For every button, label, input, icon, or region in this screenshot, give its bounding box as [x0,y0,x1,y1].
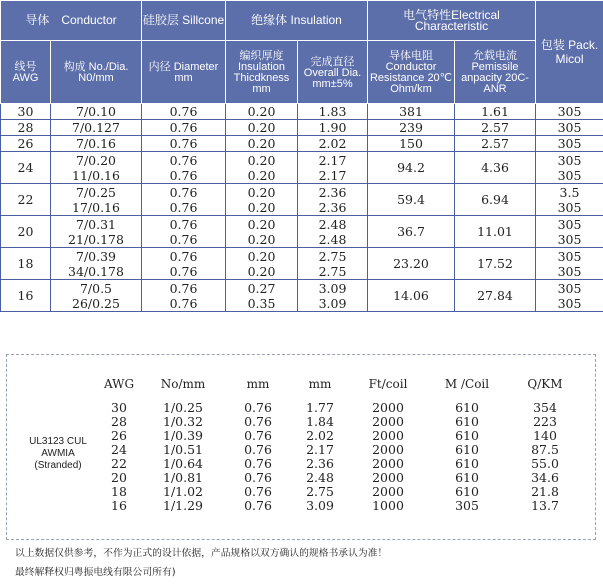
ul-cell: 140 [533,428,557,443]
spec-cell-line: 305 [557,104,582,119]
copyright-note: 最终解释权归粤振电线有限公司所有) [15,567,176,578]
spec-cell-line: 7/0.10 [76,104,116,119]
ul-row [99,429,581,443]
ul-cell: 34.6 [531,470,559,485]
spec-cell-resistance: 94.2 [368,152,455,184]
ul-cell: 21.8 [531,484,559,499]
spec-cell-line: 0.20 [247,104,276,119]
spec-cell-line: 0.76 [169,153,198,168]
spec-cell-ampacity: 17.52 [455,248,536,280]
spec-cell-awg: 30 [1,104,51,120]
ul-table-body [99,395,581,513]
ul-cell: 0.76 [244,442,272,457]
ul-cell: 354 [533,400,557,415]
spec-cell-ampacity: 6.94 [455,184,536,216]
ul-cell: 16 [111,498,127,513]
ul-label-text: UL3123 CUL AWMIA (Stranded) [29,436,87,471]
spec-cell-line: 305 [557,232,582,247]
spec-cell-overall [298,152,368,184]
spec-cell-line: 0.76 [169,104,198,119]
spec-cell-line: 305 [557,264,582,279]
ul-cell: 0.76 [244,456,272,471]
ul-header-cell: Ft/coil [368,377,408,391]
ul-cell: 28 [111,414,127,429]
spec-cell-construction [51,248,142,280]
spec-cell-line: 2.36 [318,200,347,215]
ul-cell: 0.76 [244,428,272,443]
spec-cell-diameter [142,152,226,184]
spec-cell-line: 0.35 [247,296,276,311]
ul-cell: 24 [111,442,127,457]
spec-cell-resistance: 239 [368,120,455,136]
ul-cell: 0.76 [244,498,272,513]
spec-cell-overall [298,120,368,136]
spec-row [1,280,603,312]
spec-row [1,248,603,280]
ul-cell: 2.48 [306,470,334,485]
spec-row [1,216,603,248]
ul-cell: 2.36 [306,456,334,471]
spec-cell-diameter [142,120,226,136]
ul-cell: 305 [455,498,479,513]
spec-cell-line: 2.17 [318,153,347,168]
spec-cell-line: 0.20 [247,168,276,183]
ul-cell: 2.17 [306,442,334,457]
disclaimer-note: 以上数据仅供参考，不作为正式的设计依据，产品规格以双方确认的规格书承认为准！ [15,548,388,559]
spec-cell-line: 305 [557,200,582,215]
spec-cell-line: 2.17 [318,168,347,183]
spec-cell-awg: 26 [1,136,51,152]
spec-cell-thickness [226,216,298,248]
spec-cell-line: 0.20 [247,232,276,247]
ampacity-header: 允载电流 Pemissile anpacity 20C-ANR [455,41,536,104]
spec-cell-construction [51,216,142,248]
spec-cell-line: 26/0.25 [72,296,120,311]
overall-diameter-header: 完成直径 Overall Dia. mm±5% [298,41,368,104]
spec-cell-line: 2.36 [318,185,347,200]
ul-cell: 18 [111,484,127,499]
thickness-header: 编织厚度 Insulation Thicdkness mm [226,41,298,104]
ul-cell: 610 [455,442,479,457]
spec-cell-diameter [142,216,226,248]
spec-cell-construction [51,280,142,312]
ul-cell: 26 [111,428,127,443]
spec-cell-overall [298,136,368,152]
spec-cell-line: 2.75 [318,249,347,264]
ul-header-cell: mm [308,377,332,391]
ul-cell: 0.76 [244,400,272,415]
ul-cell: 2000 [372,456,404,471]
spec-row [1,136,603,152]
spec-cell-thickness [226,152,298,184]
spec-cell-line: 0.27 [247,281,276,296]
spec-cell-resistance: 381 [368,104,455,120]
ul-cell: 30 [111,400,127,415]
spec-cell-line: 0.20 [247,120,276,135]
spec-cell-line: 0.76 [169,249,198,264]
spec-cell-ampacity: 2.57 [455,136,536,152]
spec-cell-line: 11/0.16 [72,168,120,183]
spec-cell-thickness [226,104,298,120]
ul-row [99,395,581,415]
ul-spec-panel [6,354,596,540]
silicone-group-header: 硅胶层 Sillcone [142,1,226,41]
spec-cell-line: 7/0.31 [76,217,116,232]
ul-row [99,499,581,513]
ul-cell: 2000 [372,442,404,457]
ul-cell: 13.7 [531,498,559,513]
ul-cell: 1/0.32 [163,414,203,429]
spec-cell-line: 7/0.20 [76,153,116,168]
spec-cell-line: 0.76 [169,185,198,200]
spec-cell-overall [298,248,368,280]
ul-cell: 2.75 [306,484,334,499]
spec-cell-resistance: 14.06 [368,280,455,312]
ul-cell: 610 [455,456,479,471]
spec-cell-line: 3.09 [318,296,347,311]
ul-cell: 87.5 [531,442,559,457]
ul-cell: 2.02 [306,428,334,443]
spec-row [1,120,603,136]
ul-header-cell: mm [246,377,270,391]
spec-cell-line: 0.20 [247,153,276,168]
spec-cell-pack [536,216,603,248]
spec-cell-pack [536,136,603,152]
spec-cell-awg: 20 [1,216,51,248]
ul-cell: 1.77 [306,400,334,415]
spec-cell-diameter [142,136,226,152]
spec-cell-pack [536,184,603,216]
spec-cell-line: 7/0.39 [76,249,116,264]
spec-cell-line: 0.20 [247,249,276,264]
ul-row [99,457,581,471]
spec-cell-line: 305 [557,168,582,183]
ul-header-cell: M /Coil [444,377,490,391]
ul-cell: 22 [111,456,127,471]
spec-cell-line: 17/0.16 [72,200,120,215]
spec-cell-line: 0.20 [247,200,276,215]
ul-cell: 223 [533,414,557,429]
ul-header-row [99,373,581,395]
spec-cell-pack [536,280,603,312]
spec-cell-line: 1.83 [318,104,347,119]
ul-row [99,415,581,429]
spec-cell-line: 2.02 [318,136,347,151]
spec-cell-line: 0.76 [169,136,198,151]
spec-cell-line: 0.76 [169,264,198,279]
spec-cell-line: 3.5 [559,185,580,200]
spec-cell-line: 0.20 [247,185,276,200]
spec-cell-line: 0.76 [169,232,198,247]
spec-cell-awg: 22 [1,184,51,216]
spec-cell-construction [51,184,142,216]
spec-cell-thickness [226,184,298,216]
spec-cell-line: 1.90 [318,120,347,135]
ul-cell: 2000 [372,414,404,429]
ul-cell: 0.76 [244,470,272,485]
diameter-header: 内径 Diameter mm [142,41,226,104]
ul-row [99,443,581,457]
column-header-row [1,41,603,104]
spec-cell-overall [298,104,368,120]
spec-cell-line: 7/0.25 [76,185,116,200]
spec-cell-diameter [142,184,226,216]
ul-cell: 1/0.81 [163,470,203,485]
ul-cell: 2000 [372,470,404,485]
insulation-group-header: 绝缘体 Insulation [226,1,368,41]
conductor-group-header: 导体 Conductor [1,1,142,41]
spec-cell-line: 0.20 [247,264,276,279]
spec-cell-resistance: 23.20 [368,248,455,280]
ul-cell: 610 [455,414,479,429]
ul-table [99,373,581,513]
ul-cell: 610 [455,484,479,499]
ul-cell: 1/0.25 [163,400,203,415]
spec-row [1,152,603,184]
spec-cell-awg: 28 [1,120,51,136]
spec-cell-construction [51,120,142,136]
spec-cell-line: 0.76 [169,200,198,215]
spec-cell-line: 3.09 [318,281,347,296]
spec-row [1,184,603,216]
spec-cell-pack [536,248,603,280]
spec-cell-overall [298,184,368,216]
ul-cell: 2000 [372,400,404,415]
spec-cell-diameter [142,280,226,312]
spec-cell-construction [51,104,142,120]
ul-header-cell: AWG [103,377,135,391]
ul-cell: 1.84 [306,414,334,429]
spec-cell-line: 2.75 [318,264,347,279]
spec-cell-ampacity: 2.57 [455,120,536,136]
spec-cell-line: 0.76 [169,120,198,135]
spec-cell-thickness [226,136,298,152]
spec-cell-line: 305 [557,296,582,311]
spec-cell-pack [536,120,603,136]
ul-row [99,471,581,485]
spec-cell-diameter [142,248,226,280]
ul-cell: 1/1.02 [163,484,203,499]
spec-cell-line: 305 [557,153,582,168]
spec-cell-line: 305 [557,136,582,151]
ul-cell: 610 [455,470,479,485]
spec-cell-line: 305 [557,281,582,296]
spec-cell-line: 7/0.127 [72,120,120,135]
ul-cell: 1/0.39 [163,428,203,443]
spec-cell-line: 2.48 [318,232,347,247]
spec-table-body [1,104,603,312]
ul-cell: 55.0 [531,456,559,471]
spec-cell-pack [536,104,603,120]
resistance-header: 导体电阻 Conductor Resistance 20℃ Ohm/km [368,41,455,104]
spec-cell-ampacity: 1.61 [455,104,536,120]
spec-cell-ampacity: 4.36 [455,152,536,184]
spec-cell-awg: 18 [1,248,51,280]
spec-cell-line: 21/0.178 [68,232,124,247]
ul-cell: 1/0.51 [163,442,203,457]
spec-cell-ampacity: 27.84 [455,280,536,312]
spec-cell-line: 305 [557,249,582,264]
ul-cell: 1/1.29 [163,498,203,513]
spec-cell-line: 0.20 [247,217,276,232]
pack-header: 包装 Pack. Micol [536,1,603,104]
ul-cell: 0.76 [244,484,272,499]
ul-cell: 610 [455,428,479,443]
spec-cell-line: 7/0.16 [76,136,116,151]
ul-cell: 2000 [372,428,404,443]
ul-label [17,436,99,472]
spec-cell-thickness [226,248,298,280]
spec-cell-thickness [226,120,298,136]
spec-cell-resistance: 59.4 [368,184,455,216]
spec-cell-diameter [142,104,226,120]
spec-cell-thickness [226,280,298,312]
ul-cell: 2000 [372,484,404,499]
spec-cell-line: 0.20 [247,136,276,151]
ul-cell: 610 [455,400,479,415]
spec-cell-line: 0.76 [169,217,198,232]
spec-cell-line: 2.48 [318,217,347,232]
ul-header-cell: No/mm [160,377,206,391]
ul-cell: 1/0.64 [163,456,203,471]
ul-cell: 0.76 [244,414,272,429]
group-header-row [1,1,603,41]
spec-cell-line: 7/0.5 [79,281,113,296]
spec-cell-ampacity: 11.01 [455,216,536,248]
spec-cell-pack [536,152,603,184]
spec-cell-line: 0.76 [169,296,198,311]
spec-cell-awg: 16 [1,280,51,312]
spec-cell-overall [298,280,368,312]
spec-cell-line: 305 [557,120,582,135]
spec-cell-resistance: 150 [368,136,455,152]
ul-header-cell: Q/KM [527,377,563,391]
spec-cell-line: 0.76 [169,281,198,296]
spec-cell-overall [298,216,368,248]
spec-row [1,104,603,120]
awg-header: 线号 AWG [1,41,51,104]
spec-cell-awg: 24 [1,152,51,184]
spec-cell-line: 305 [557,217,582,232]
spec-cell-line: 0.76 [169,168,198,183]
construction-header: 构成 No./Dia. N0/mm [51,41,142,104]
ul-cell: 1000 [372,498,404,513]
spec-cell-line: 34/0.178 [68,264,124,279]
spec-cell-construction [51,152,142,184]
ul-cell: 3.09 [306,498,334,513]
spec-cell-construction [51,136,142,152]
spec-cell-resistance: 36.7 [368,216,455,248]
electrical-group-header: 电气特性Electrical Characteristic [368,1,536,41]
ul-cell: 20 [111,470,127,485]
ul-row [99,485,581,499]
